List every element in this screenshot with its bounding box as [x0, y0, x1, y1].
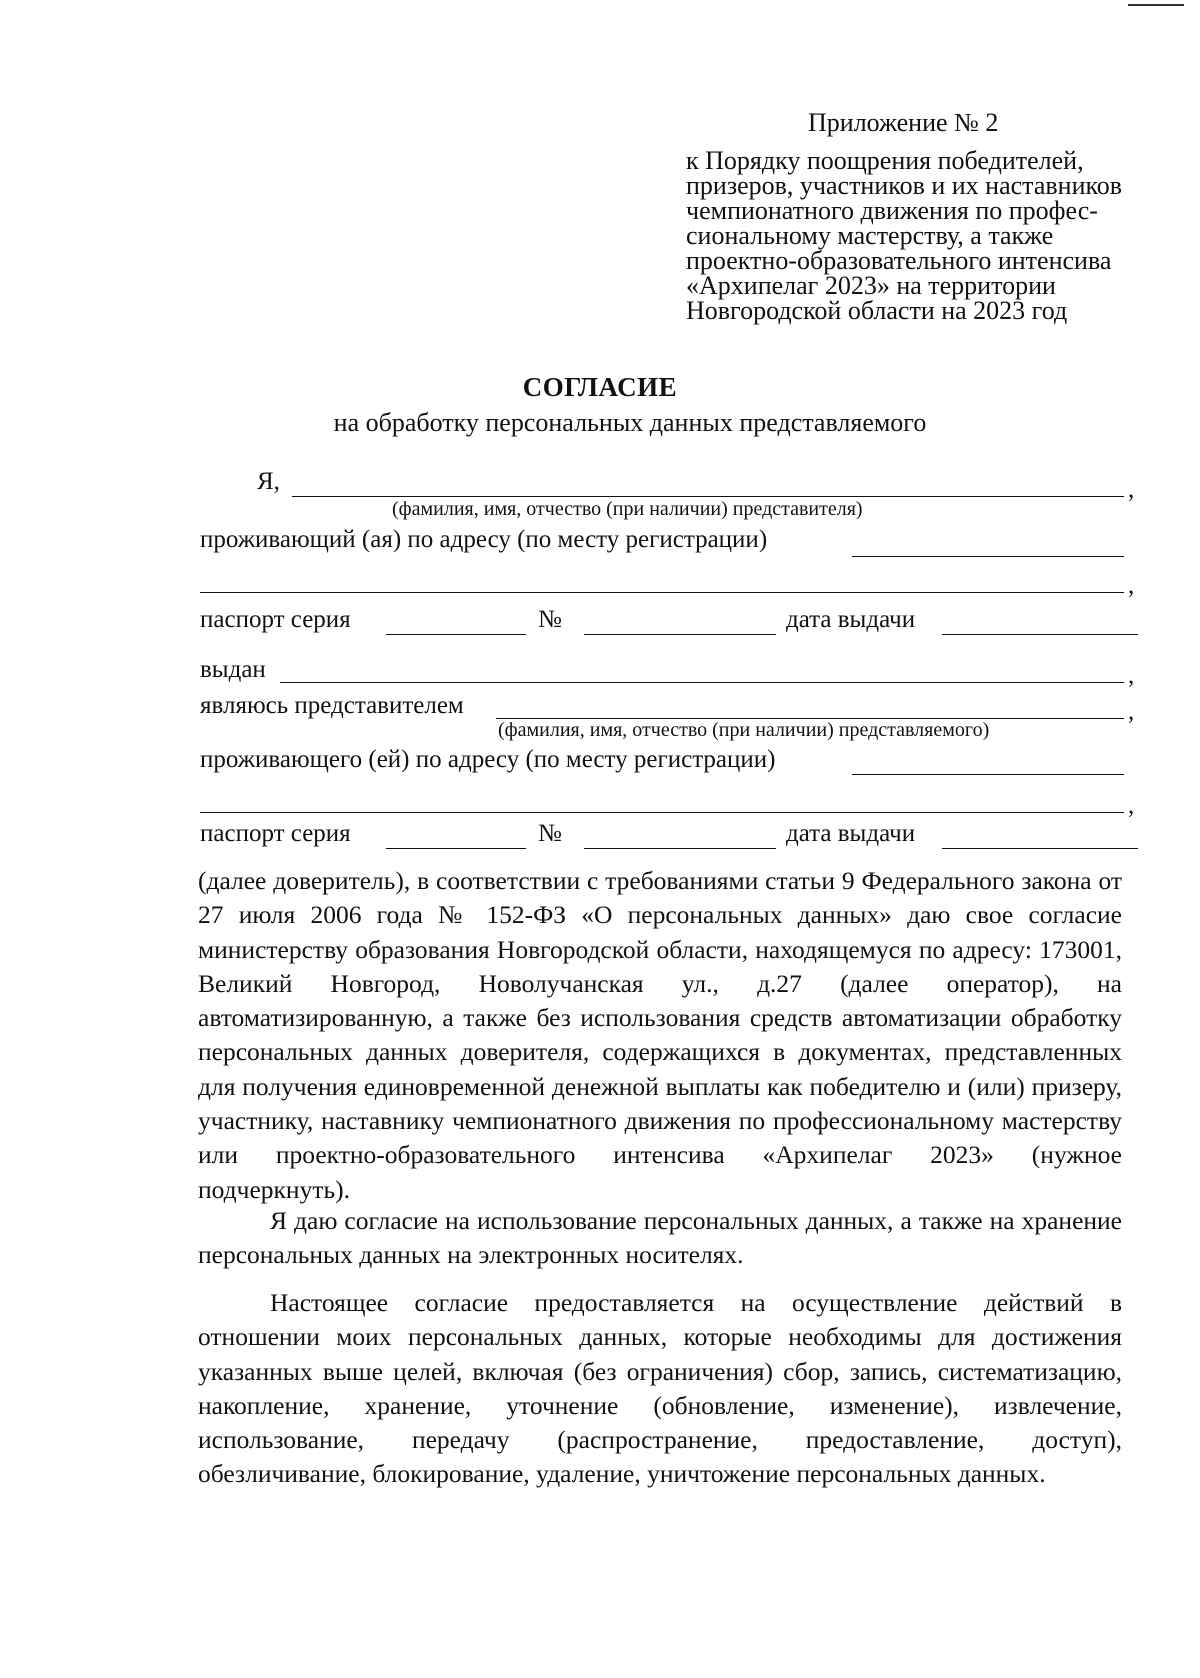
- comma: ,: [1128, 476, 1135, 503]
- representative-name-field[interactable]: [292, 496, 1124, 497]
- address-field[interactable]: [852, 556, 1124, 557]
- document-subtitle: на обработку персональных данных представляемого: [333, 408, 927, 437]
- passport-number-field-2[interactable]: [584, 848, 776, 849]
- appendix-line: сиональному мастерству, а также: [686, 221, 1054, 250]
- address-continuation-field[interactable]: [200, 592, 1124, 593]
- issued-by-field[interactable]: [280, 682, 1124, 683]
- comma: ,: [1128, 792, 1135, 819]
- appendix-line: чемпионатного движения по профес-: [686, 196, 1098, 225]
- appendix-line: проектно-образовательного интенсива: [686, 246, 1112, 275]
- passport-number-field[interactable]: [584, 634, 776, 635]
- passport-series-field-2[interactable]: [386, 848, 526, 849]
- appendix-line: «Архипелаг 2023» на территории: [686, 271, 1056, 300]
- document-title: СОГЛАСИЕ: [522, 372, 678, 402]
- consent-paragraph-3: Настоящее согласие предоставляется на осуществление действий в отношении моих персональных данных, которые необходимы для достижения указанных выше целей, включая (без ограничения) сбор, запись, систематизацию, накопление, хранение, уточнение (обновление, изменение), извлечение, использование, передачу (распространение, предоставление, доступ), обезличивание, блокирование, удаление, уничтожение персональных данных.: [198, 1288, 1122, 1489]
- issue-date-field-2[interactable]: [942, 848, 1138, 849]
- consent-paragraph-2: Я даю согласие на использование персональных данных, а также на хранение персональных данных на электронных носителях.: [198, 1206, 1122, 1270]
- comma: ,: [1128, 698, 1135, 725]
- represent-label: являюсь представителем: [200, 692, 464, 719]
- address-label: проживающий (ая) по адресу (по месту регистрации): [200, 526, 768, 553]
- appendix-title: Приложение № 2: [808, 108, 999, 137]
- passport-number-label: №: [538, 606, 562, 633]
- i-label: Я,: [257, 468, 280, 495]
- issue-date-field[interactable]: [942, 634, 1138, 635]
- passport-series-label: паспорт серия: [200, 606, 351, 633]
- represented-address-label: проживающего (ей) по адресу (по месту регистрации): [200, 746, 776, 773]
- passport-series-label-2: паспорт серия: [200, 820, 351, 847]
- issue-date-label: дата выдачи: [786, 606, 916, 633]
- issue-date-label-2: дата выдачи: [786, 820, 916, 847]
- passport-number-label-2: №: [538, 820, 562, 847]
- passport-series-field[interactable]: [386, 634, 526, 635]
- appendix-reference: [686, 148, 1122, 323]
- represented-address-continuation-field[interactable]: [200, 812, 1124, 813]
- represented-name-caption: (фамилия, имя, отчество (при наличии) представляемого): [498, 719, 990, 741]
- representative-name-caption: (фамилия, имя, отчество (при наличии) представителя): [392, 498, 863, 520]
- corner-mark: [1128, 4, 1184, 6]
- consent-paragraph-1: (далее доверитель), в соответствии с требованиями статьи 9 Федерального закона от 27 июля 2006 года № 152-ФЗ «О персональных данных» даю свое согласие министерству образования Новгородской области, находящемуся по адресу: 173001, Великий Новгород, Новолучанская ул., д.27 (далее оператор), на автоматизированную, а также без использования средств автоматизации обработку персональных данных доверителя, содержащихся в документах, представленных для получения единовременной денежной выплаты как победителю и (или) призеру, участнику, наставнику чемпионатного движения по профессиональному мастерству или проектно-образовательного интенсива «Архипелаг 2023» (нужное подчеркнуть).: [198, 866, 1122, 1204]
- appendix-line: Новгородской области на 2023 год: [686, 296, 1068, 325]
- represented-address-field[interactable]: [852, 774, 1124, 775]
- appendix-line: к Порядку поощрения победителей,: [686, 146, 1084, 175]
- comma: ,: [1128, 662, 1135, 689]
- appendix-line: призеров, участников и их наставников: [686, 171, 1123, 200]
- comma: ,: [1128, 572, 1135, 599]
- issued-by-label: выдан: [200, 656, 266, 683]
